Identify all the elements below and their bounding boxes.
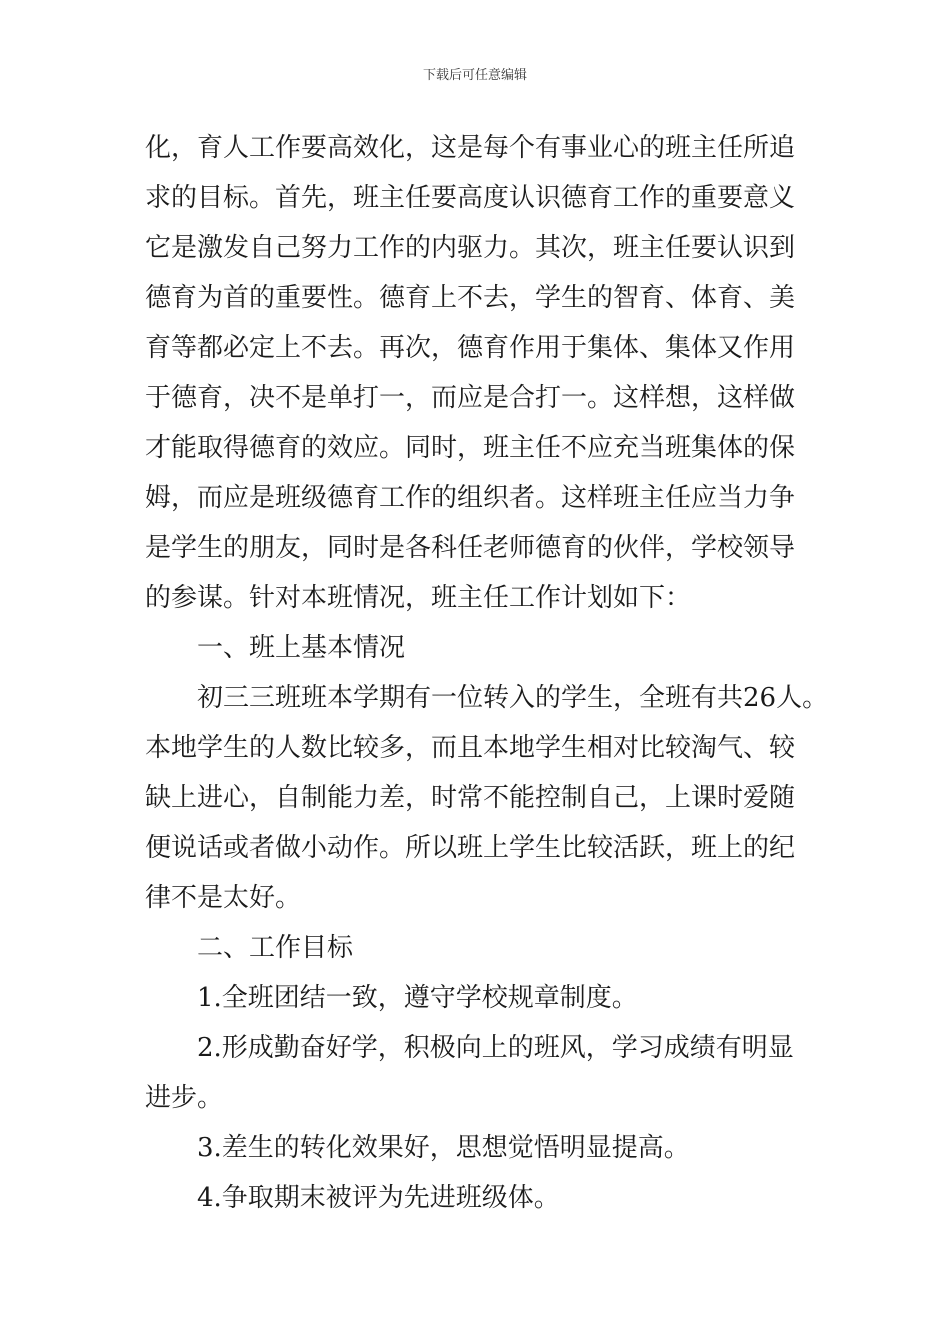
text-line: 的参谋。针对本班情况，班主任工作计划如下： — [145, 583, 692, 613]
section-heading: 二、工作目标 — [197, 933, 354, 963]
text-line: 本地学生的人数比较多，而且本地学生相对比较淘气、较 — [145, 733, 796, 763]
text-line: 缺上进心，自制能力差，时常不能控制自己，上课时爱随 — [145, 783, 796, 813]
text-line: 化，育人工作要高效化，这是每个有事业心的班主任所追 — [145, 133, 796, 163]
text-line: 求的目标。首先，班主任要高度认识德育工作的重要意义 — [145, 183, 796, 213]
list-item: 4.争取期末被评为先进班级体。 — [197, 1183, 560, 1213]
list-item: 1.全班团结一致，遵守学校规章制度。 — [197, 983, 638, 1013]
text-line: 初三三班班本学期有一位转入的学生，全班有共26人。 — [197, 683, 829, 713]
text-line: 姆，而应是班级德育工作的组织者。这样班主任应当力争 — [145, 483, 796, 513]
text-line: 才能取得德育的效应。同时，班主任不应充当班集体的保 — [145, 433, 796, 463]
text-line: 进步。 — [145, 1083, 224, 1113]
text-line: 于德育，决不是单打一，而应是合打一。这样想，这样做 — [145, 383, 796, 413]
text-line: 律不是太好。 — [145, 883, 302, 913]
section-heading: 一、班上基本情况 — [197, 633, 406, 663]
list-item: 3.差生的转化效果好，思想觉悟明显提高。 — [197, 1133, 690, 1163]
text-line: 它是激发自己努力工作的内驱力。其次，班主任要认识到 — [145, 233, 796, 263]
text-line: 育等都必定上不去。再次，德育作用于集体、集体又作用 — [145, 333, 796, 363]
list-item: 2.形成勤奋好学，积极向上的班风，学习成绩有明显 — [197, 1033, 794, 1063]
text-line: 是学生的朋友，同时是各科任老师德育的伙伴，学校领导 — [145, 533, 796, 563]
text-line: 德育为首的重要性。德育上不去，学生的智育、体育、美 — [145, 283, 796, 313]
text-line: 便说话或者做小动作。所以班上学生比较活跃，班上的纪 — [145, 833, 796, 863]
page-header: 下载后可任意编辑 — [422, 68, 527, 83]
